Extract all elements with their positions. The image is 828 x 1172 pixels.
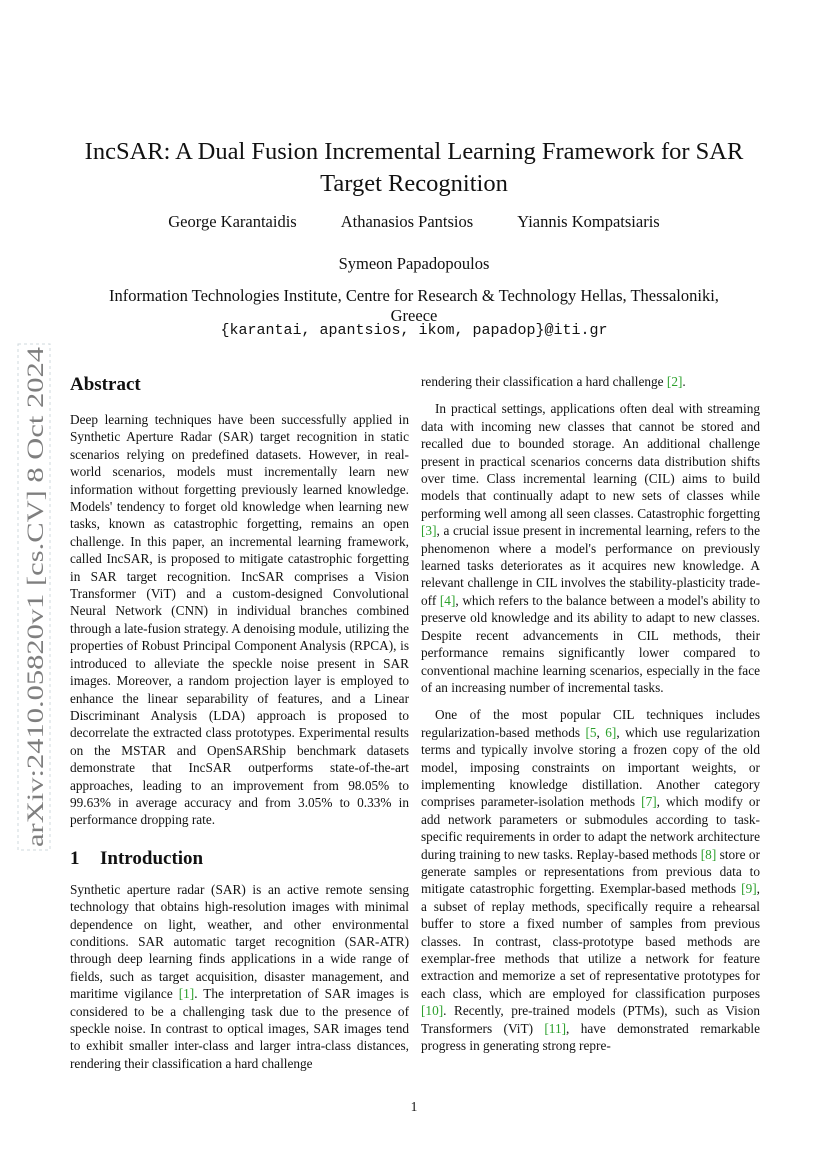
paper-title [70,136,758,200]
citation-link[interactable]: [9] [741,881,757,897]
text-run: In practical settings, applications often deal with streaming data with incoming new classes that cannot be stored and recalled due to bounded storage. An additional challenge present in practical scenarios concerns data distribution shifts over time. Class incremental learning (CIL) aims to build models that continually adapt to new sets of classes while performing well among all seen classes. Catastrophic forgetting [421,401,760,521]
citation-link[interactable]: [8] [700,846,717,862]
citation-link[interactable]: [2] [666,374,683,389]
text-run: , a subset of replay methods, specifically require a rehearsal buffer to store a fixed number of samples from previous classes. In contrast, class-prototype based methods are exemplar-free methods that utilize a network for feature extraction and memorize a set of representative prototypes for each class, which are employed for classification purposes [421,881,760,1001]
citation-link[interactable]: [3] [421,523,437,539]
paragraph-gap [421,390,760,400]
text-run: . The interpretation of SAR images is considered to be a challenging task due to the presence of speckle noise. In contrast to optical images, SAR images tend to exhibit smaller inter-class and larger intra-class distances, rendering their classification a hard challenge [70,986,409,1071]
arxiv-stamp [12,342,56,852]
citation-link[interactable]: [1] [178,986,195,1002]
affiliation-line-1: Information Technologies Institute, Centre for Research & Technology Hellas, Thessaloniki, [109,286,719,305]
text-run: , a crucial issue present in incremental learning, refers to the phenomenon where a model's performance on previously learned tasks deteriorates as it acquires new knowledge. A relevant challenge in CIL involves the stability-plasticity trade-off [421,523,760,608]
abstract-text: Deep learning techniques have been successfully applied in Synthetic Aperture Radar (SAR) target recognition in static scenarios relying on predefined datasets. However, in real-world scenarios, models must incrementally learn new information without forgetting previously learned knowledge. Models' tendency to forget old knowledge when learning new tasks, known as catastrophic forgetting, remains an open challenge. In this paper, an incremental learning framework, called IncSAR, is proposed to mitigate catastrophic forgetting in SAR target recognition. IncSAR comprises a Vision Transformer (ViT) and a custom-designed Convolutional Neural Network (CNN) in individual branches combined through a late-fusion strategy. A denoising module, utilizing the properties of Robust Principal Component Analysis (RPCA), is introduced to alleviate the speckle noise present in SAR images. Moreover, a random projection layer is employed to enhance the linear separability of features, and a Linear Discriminant Analysis (LDA) approach is proposed to decorrelate the extracted class prototypes. Experimental results on the MSTAR and OpenSARShip benchmark datasets demonstrate that IncSAR outperforms state-of-the-art approaches, leading to an improvement from 98.05% to 99.63% in average accuracy and from 3.05% to 0.33% in performance dropping rate. [70,412,409,828]
citation-link[interactable]: [11] [544,1020,567,1036]
text-run: Synthetic aperture radar (SAR) is an active remote sensing technology that obtains high-resolution images with minimal dependence on light, weather, and other environmental conditions. SAR automatic target recognition (SAR-ATR) through deep learning finds applications in a wide range of fields, such as target acquisition, disaster management, and maritime vigilance [70,881,409,1002]
title-line-2: Target Recognition [320,170,508,197]
author-1: George Karantaidis [168,212,297,231]
citation-link[interactable]: 6] [605,724,617,740]
citation-link[interactable]: [10] [421,1003,444,1019]
intro-paragraph-1 [70,881,409,1072]
intro-paragraph-3 [421,706,760,1054]
text-run: , which refers to the balance between a model's ability to preserve old knowledge and its ability to adapt to new classes. Despite recent advancements in CIL methods, their performance remains significantly lower compared to conventional machine learning scenarios, especially in the face of an increasing number of incremental tasks. [421,592,760,695]
text-run: . [682,374,686,389]
paragraph-gap [421,696,760,706]
arxiv-stamp-text: arXiv:2410.05820v1 [cs.CV] 8 Oct 2024 [23,470,48,847]
author-emails: {karantai, apantsios, ikom, papadop}@iti.gr [220,322,608,339]
text-run: One of the most popular CIL techniques includes regularization-based methods [421,707,760,740]
text-run: , have demonstrated remarkable progress in generating strong repre- [421,1020,760,1054]
author-4: Symeon Papadopoulos [338,254,490,273]
title-line-1: IncSAR: A Dual Fusion Incremental Learning Framework for SAR [84,138,744,165]
intro-paragraph-1-continued [421,373,760,390]
section-number: 1 [70,847,80,869]
text-run: rendering their classification a hard challenge [421,374,667,389]
text-run: . Recently, pre-trained models (PTMs), such as Vision Transformers (ViT) [421,1003,760,1036]
left-column [70,373,409,1072]
author-list [70,212,758,232]
author-3: Yiannis Kompatsiaris [517,212,660,231]
page-number: 1 [410,1099,418,1114]
citation-link[interactable]: [7] [641,794,657,810]
citation-link[interactable]: [4] [439,592,456,608]
text-run: , [596,724,606,740]
section-title: Introduction [100,847,204,869]
intro-paragraph-2 [421,400,760,696]
affiliation [70,286,758,326]
section-heading-introduction [70,847,409,871]
citation-link[interactable]: [5 [585,724,597,740]
text-run: , which modify or add network parameters or submodules according to task-specific requirements in order to adapt the network architecture during training to new tasks. Replay-based methods [421,794,761,862]
abstract-heading: Abstract [70,374,141,395]
author-2: Athanasios Pantsios [340,212,474,231]
affiliation-line-2: Greece [390,306,438,325]
text-run: store or generate samples or representations from previous data to mitigate catastrophic forgetting. Exemplar-based methods [421,846,760,897]
text-run: , which use regularization terms and typically involve storing a frozen copy of the old model, imposing constraints on important weights, or implementing knowledge distillation. Another category comprises parameter-isolation methods [421,724,760,810]
right-column [421,373,760,1054]
